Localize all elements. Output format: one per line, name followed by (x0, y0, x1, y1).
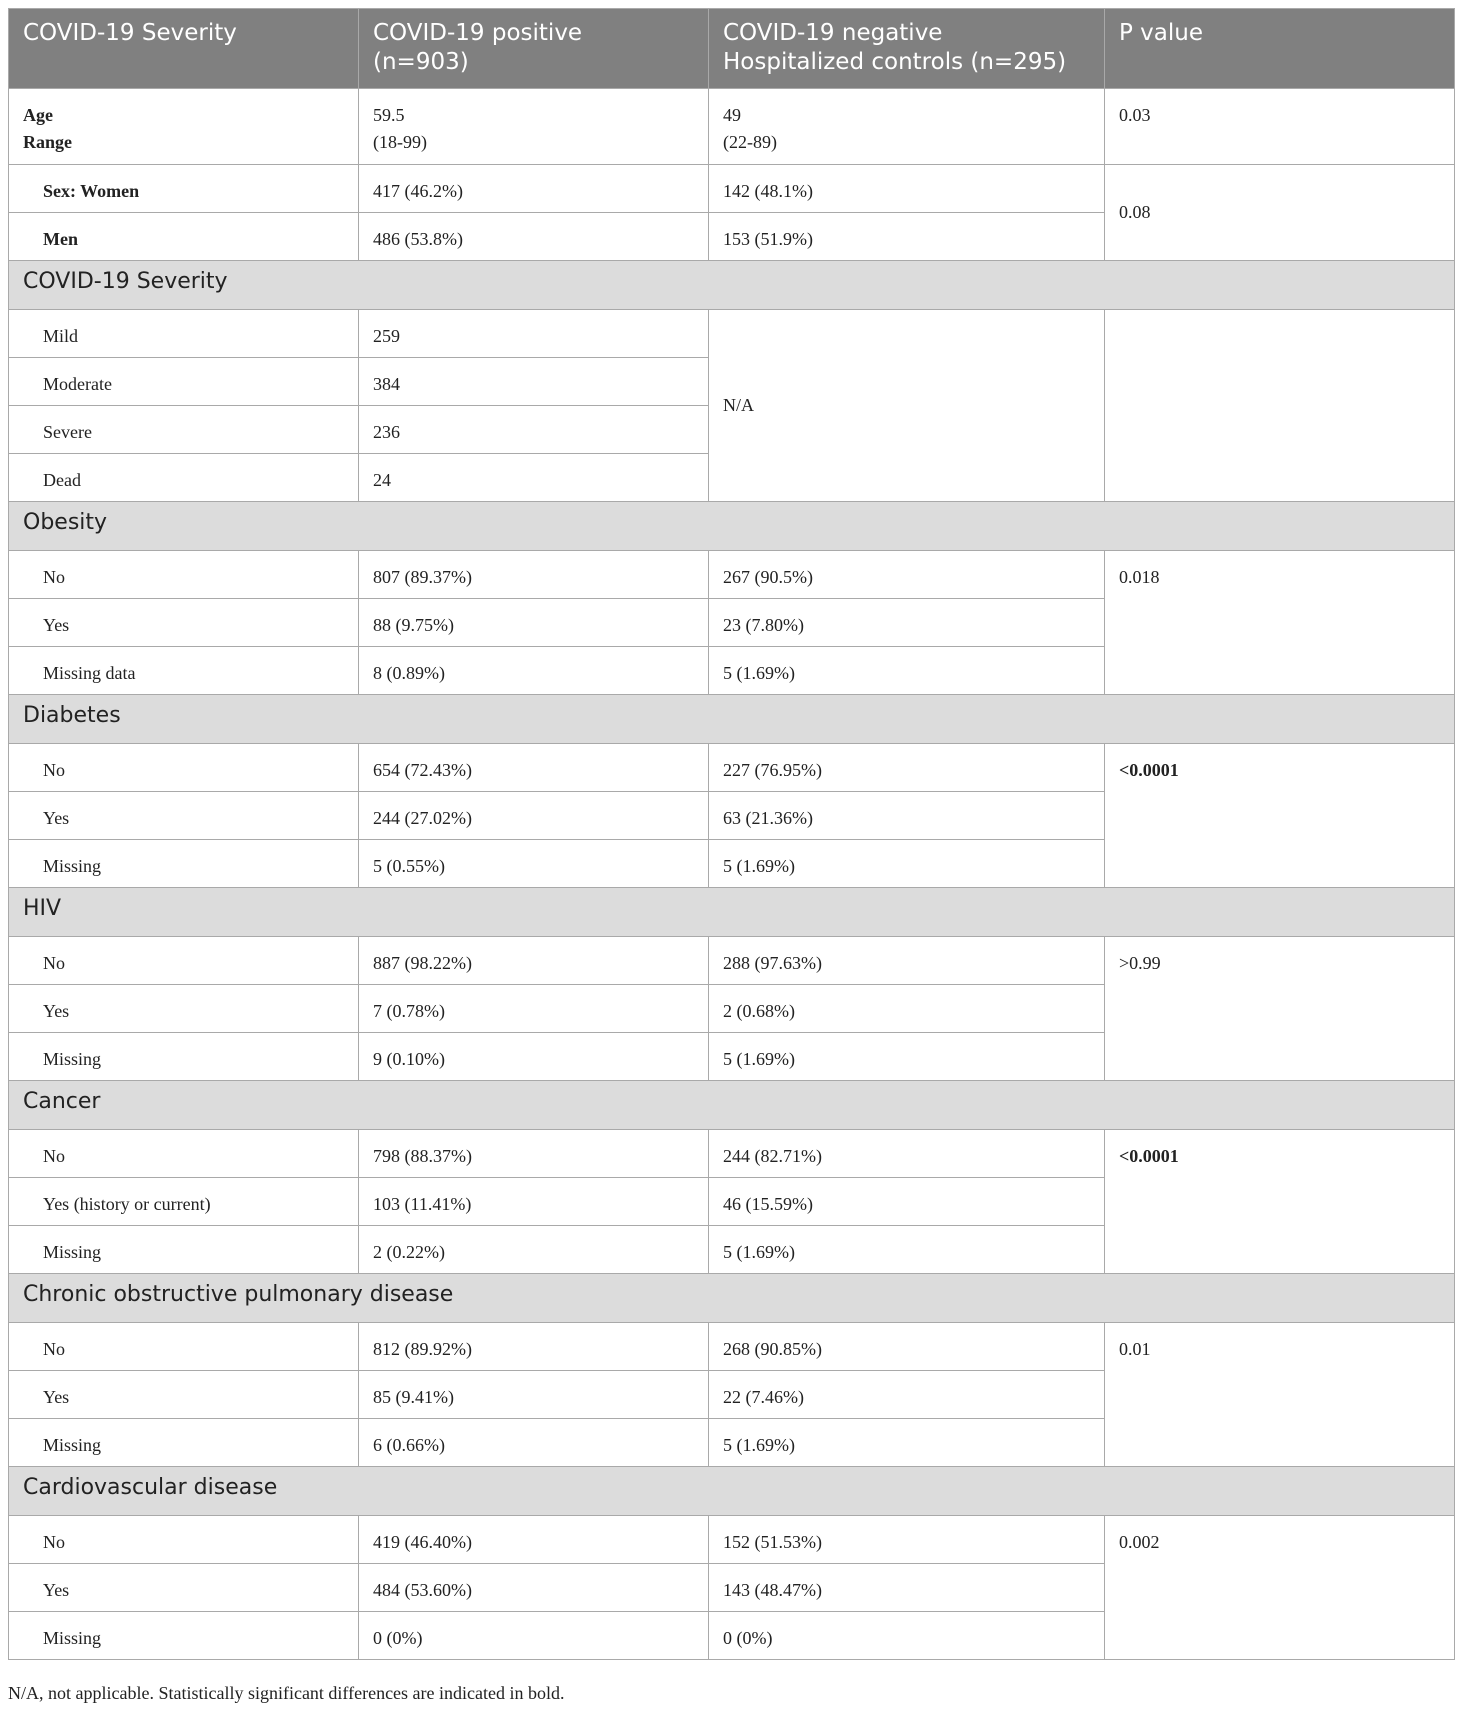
sex-men-label: Men (9, 213, 359, 261)
row-negative: 268 (90.85%) (709, 1323, 1105, 1371)
row-positive: 887 (98.22%) (359, 937, 709, 985)
row-label: Yes (9, 792, 359, 840)
diabetes-pvalue: <0.0001 (1105, 744, 1455, 888)
header-col-severity: COVID-19 Severity (9, 9, 359, 89)
row-negative: 5 (1.69%) (709, 1033, 1105, 1081)
row-negative: 46 (15.59%) (709, 1178, 1105, 1226)
row-positive: 5 (0.55%) (359, 840, 709, 888)
table-row (9, 310, 1455, 358)
row-positive: 8 (0.89%) (359, 647, 709, 695)
row-label: Missing (9, 1033, 359, 1081)
table-row-age (9, 89, 1455, 165)
row-label: Mild (9, 310, 359, 358)
severity-negative: N/A (709, 310, 1105, 502)
section-title: Obesity (9, 502, 1455, 551)
row-positive: 6 (0.66%) (359, 1419, 709, 1467)
data-table (8, 8, 1455, 1660)
row-label: No (9, 1130, 359, 1178)
section-header-obesity (9, 502, 1455, 551)
section-title: HIV (9, 888, 1455, 937)
section-title: COVID-19 Severity (9, 261, 1455, 310)
row-positive: 2 (0.22%) (359, 1226, 709, 1274)
row-label: Dead (9, 454, 359, 502)
table-row (9, 1130, 1455, 1178)
section-title: Cancer (9, 1081, 1455, 1130)
hiv-pvalue: >0.99 (1105, 937, 1455, 1081)
section-header-hiv (9, 888, 1455, 937)
cvd-pvalue: 0.002 (1105, 1516, 1455, 1660)
table-row-sex-women (9, 165, 1455, 213)
row-negative: 23 (7.80%) (709, 599, 1105, 647)
section-header-cancer (9, 1081, 1455, 1130)
row-negative: 63 (21.36%) (709, 792, 1105, 840)
row-label: Missing (9, 840, 359, 888)
row-negative: 22 (7.46%) (709, 1371, 1105, 1419)
row-positive: 484 (53.60%) (359, 1564, 709, 1612)
row-negative: 2 (0.68%) (709, 985, 1105, 1033)
row-positive: 812 (89.92%) (359, 1323, 709, 1371)
age-negative: 49 (22-89) (709, 89, 1105, 165)
row-label: Yes (9, 599, 359, 647)
row-positive: 88 (9.75%) (359, 599, 709, 647)
section-title: Chronic obstructive pulmonary disease (9, 1274, 1455, 1323)
row-positive: 24 (359, 454, 709, 502)
table-footnote: N/A, not applicable. Statistically significant differences are indicated in bold. (8, 1683, 565, 1703)
row-label: Yes (9, 1371, 359, 1419)
row-negative: 288 (97.63%) (709, 937, 1105, 985)
row-positive: 384 (359, 358, 709, 406)
sex-women-positive: 417 (46.2%) (359, 165, 709, 213)
row-positive: 798 (88.37%) (359, 1130, 709, 1178)
row-positive: 103 (11.41%) (359, 1178, 709, 1226)
age-label: Age Range (9, 89, 359, 165)
row-label: Yes (9, 1564, 359, 1612)
row-label: Severe (9, 406, 359, 454)
header-row (9, 9, 1455, 89)
row-label: Yes (history or current) (9, 1178, 359, 1226)
row-label: Missing (9, 1419, 359, 1467)
row-negative: 267 (90.5%) (709, 551, 1105, 599)
row-label: No (9, 551, 359, 599)
table-row (9, 744, 1455, 792)
row-positive: 654 (72.43%) (359, 744, 709, 792)
table-row (9, 1323, 1455, 1371)
section-header-cvd (9, 1467, 1455, 1516)
row-positive: 259 (359, 310, 709, 358)
row-negative: 5 (1.69%) (709, 1226, 1105, 1274)
row-negative: 5 (1.69%) (709, 647, 1105, 695)
row-label: No (9, 1516, 359, 1564)
section-title: Cardiovascular disease (9, 1467, 1455, 1516)
age-positive: 59.5 (18-99) (359, 89, 709, 165)
row-label: No (9, 937, 359, 985)
row-label: Missing data (9, 647, 359, 695)
header-col-negative: COVID-19 negative Hospitalized controls (n=295) (709, 9, 1105, 89)
section-header-copd (9, 1274, 1455, 1323)
header-col-pvalue: P value (1105, 9, 1455, 89)
section-header-diabetes (9, 695, 1455, 744)
severity-pvalue (1105, 310, 1455, 502)
row-positive: 807 (89.37%) (359, 551, 709, 599)
row-positive: 419 (46.40%) (359, 1516, 709, 1564)
row-positive: 9 (0.10%) (359, 1033, 709, 1081)
table-row (9, 1516, 1455, 1564)
sex-pvalue: 0.08 (1105, 165, 1455, 261)
row-negative: 0 (0%) (709, 1612, 1105, 1660)
age-pvalue: 0.03 (1105, 89, 1455, 165)
row-positive: 244 (27.02%) (359, 792, 709, 840)
row-positive: 85 (9.41%) (359, 1371, 709, 1419)
row-positive: 236 (359, 406, 709, 454)
obesity-pvalue: 0.018 (1105, 551, 1455, 695)
row-positive: 0 (0%) (359, 1612, 709, 1660)
sex-women-negative: 142 (48.1%) (709, 165, 1105, 213)
sex-men-positive: 486 (53.8%) (359, 213, 709, 261)
row-label: Yes (9, 985, 359, 1033)
header-col-positive: COVID-19 positive (n=903) (359, 9, 709, 89)
section-header-severity (9, 261, 1455, 310)
row-negative: 244 (82.71%) (709, 1130, 1105, 1178)
row-positive: 7 (0.78%) (359, 985, 709, 1033)
section-title: Diabetes (9, 695, 1455, 744)
sex-men-negative: 153 (51.9%) (709, 213, 1105, 261)
row-negative: 5 (1.69%) (709, 840, 1105, 888)
row-negative: 227 (76.95%) (709, 744, 1105, 792)
copd-pvalue: 0.01 (1105, 1323, 1455, 1467)
table-row (9, 937, 1455, 985)
row-label: Missing (9, 1612, 359, 1660)
cancer-pvalue: <0.0001 (1105, 1130, 1455, 1274)
row-label: No (9, 744, 359, 792)
row-negative: 143 (48.47%) (709, 1564, 1105, 1612)
sex-women-label: Sex: Women (9, 165, 359, 213)
row-negative: 152 (51.53%) (709, 1516, 1105, 1564)
row-label: Missing (9, 1226, 359, 1274)
table-row (9, 551, 1455, 599)
row-label: Moderate (9, 358, 359, 406)
row-negative: 5 (1.69%) (709, 1419, 1105, 1467)
row-label: No (9, 1323, 359, 1371)
